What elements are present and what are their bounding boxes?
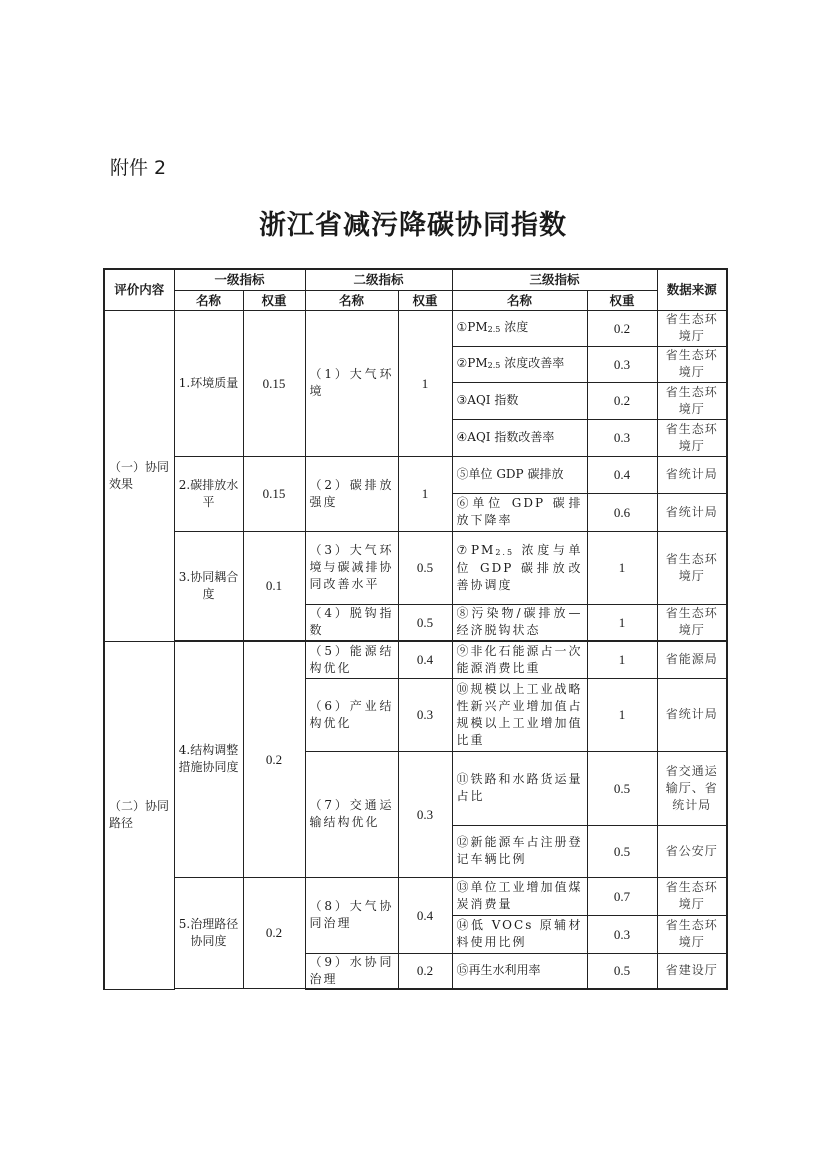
data-source: 省生态环境厅 — [657, 915, 727, 953]
level3-name: $⑦PM_{2.5}$ 浓度与单位 GDP 碳排放改善协调度 — [452, 531, 587, 604]
header-level2: 二级指标 — [305, 269, 452, 290]
level2-weight: 0.4 — [398, 641, 452, 678]
level3-name: ⑬单位工业增加值煤炭消费量 — [452, 877, 587, 915]
level2-name: （2）碳排放强度 — [305, 456, 398, 531]
level3-name: ⑩规模以上工业战略性新兴产业增加值占规模以上工业增加值比重 — [452, 678, 587, 751]
table-row — [104, 641, 727, 678]
level3-name: ⑧污染物/碳排放—经济脱钩状态 — [452, 604, 587, 640]
data-source: 省交通运输厅、省统计局 — [657, 751, 727, 825]
table-row — [104, 456, 727, 493]
spacer-row — [104, 989, 727, 990]
level2-name: （6）产业结构优化 — [305, 678, 398, 751]
header-l3-name: 名称 — [452, 290, 587, 310]
data-source: 省统计局 — [657, 456, 727, 493]
section-label: （一）协同效果 — [104, 310, 174, 641]
data-source: 省生态环境厅 — [657, 419, 727, 456]
level1-name: 2.碳排放水平 — [174, 456, 243, 531]
level3-name: ④AQI 指数改善率 — [452, 419, 587, 456]
level3-name: $①PM_{2.5}$ 浓度 — [452, 310, 587, 346]
level3-name: ⑮再生水利用率 — [452, 953, 587, 989]
header-level1: 一级指标 — [174, 269, 305, 290]
level2-name: （4）脱钩指数 — [305, 604, 398, 640]
level1-weight: 0.15 — [243, 310, 305, 456]
header-l2-name: 名称 — [305, 290, 398, 310]
level3-name: ⑪铁路和水路货运量占比 — [452, 751, 587, 825]
level3-name: ⑭低 VOCs 原辅材料使用比例 — [452, 915, 587, 953]
level1-weight: 0.15 — [243, 456, 305, 531]
level2-name: （5）能源结构优化 — [305, 641, 398, 678]
level3-name: ⑤单位 GDP 碳排放 — [452, 456, 587, 493]
spacer — [174, 989, 727, 990]
data-source: 省建设厅 — [657, 953, 727, 989]
header-row-2 — [104, 290, 727, 310]
level2-name: （8）大气协同治理 — [305, 877, 398, 953]
level2-weight: 0.5 — [398, 604, 452, 640]
table-row — [104, 531, 727, 604]
level3-weight: 0.7 — [587, 877, 657, 915]
level3-weight: 1 — [587, 678, 657, 751]
level2-name: （9）水协同治理 — [305, 953, 398, 989]
level3-weight: 0.3 — [587, 419, 657, 456]
data-source: 省生态环境厅 — [657, 382, 727, 419]
level3-name: ⑫新能源车占注册登记车辆比例 — [452, 825, 587, 877]
level3-weight: 0.5 — [587, 751, 657, 825]
level1-weight: 0.2 — [243, 641, 305, 877]
level1-weight: 0.1 — [243, 531, 305, 640]
level3-weight: 0.5 — [587, 953, 657, 989]
table-row — [104, 877, 727, 915]
level3-weight: 1 — [587, 531, 657, 604]
level3-weight: 0.3 — [587, 915, 657, 953]
attachment-label: 附件 2 — [110, 157, 167, 179]
data-source: 省公安厅 — [657, 825, 727, 877]
level2-weight: 1 — [398, 310, 452, 456]
data-source: 省能源局 — [657, 641, 727, 678]
level3-name: ⑨非化石能源占一次能源消费比重 — [452, 641, 587, 678]
document-title: 浙江省减污降碳协同指数 — [259, 210, 567, 241]
level1-name: 5.治理路径协同度 — [174, 877, 243, 989]
level3-weight: 0.4 — [587, 456, 657, 493]
data-source: 省统计局 — [657, 493, 727, 531]
level3-weight: 0.2 — [587, 310, 657, 346]
level3-name: $②PM_{2.5}$ 浓度改善率 — [452, 346, 587, 382]
level3-weight: 0.2 — [587, 382, 657, 419]
header-data-source: 数据来源 — [657, 269, 727, 310]
level2-weight: 0.4 — [398, 877, 452, 953]
level2-weight: 0.3 — [398, 678, 452, 751]
header-eval-content: 评价内容 — [104, 269, 174, 310]
header-level3: 三级指标 — [452, 269, 657, 290]
header-l3-weight: 权重 — [587, 290, 657, 310]
level2-name: （1）大气环境 — [305, 310, 398, 456]
level1-name: 3.协同耦合度 — [174, 531, 243, 640]
header-l1-weight: 权重 — [243, 290, 305, 310]
level3-weight: 1 — [587, 641, 657, 678]
header-l2-weight: 权重 — [398, 290, 452, 310]
table-row — [104, 310, 727, 346]
level3-weight: 0.6 — [587, 493, 657, 531]
data-source: 省生态环境厅 — [657, 346, 727, 382]
index-table — [103, 268, 728, 990]
level3-weight: 0.5 — [587, 825, 657, 877]
section-label: （二）协同路径 — [104, 641, 174, 990]
level1-name: 1.环境质量 — [174, 310, 243, 456]
level2-weight: 1 — [398, 456, 452, 531]
level3-weight: 0.3 — [587, 346, 657, 382]
level2-weight: 0.3 — [398, 751, 452, 877]
data-source: 省生态环境厅 — [657, 531, 727, 604]
data-source: 省生态环境厅 — [657, 310, 727, 346]
level3-weight: 1 — [587, 604, 657, 640]
data-source: 省生态环境厅 — [657, 877, 727, 915]
header-row-1 — [104, 269, 727, 290]
level2-name: （3）大气环境与碳减排协同改善水平 — [305, 531, 398, 604]
header-l1-name: 名称 — [174, 290, 243, 310]
level2-name: （7）交通运输结构优化 — [305, 751, 398, 877]
level3-name: ⑥单位 GDP 碳排放下降率 — [452, 493, 587, 531]
level2-weight: 0.5 — [398, 531, 452, 604]
level2-weight: 0.2 — [398, 953, 452, 989]
level1-weight: 0.2 — [243, 877, 305, 989]
data-source: 省统计局 — [657, 678, 727, 751]
level3-name: ③AQI 指数 — [452, 382, 587, 419]
level1-name: 4.结构调整措施协同度 — [174, 641, 243, 877]
data-source: 省生态环境厅 — [657, 604, 727, 640]
